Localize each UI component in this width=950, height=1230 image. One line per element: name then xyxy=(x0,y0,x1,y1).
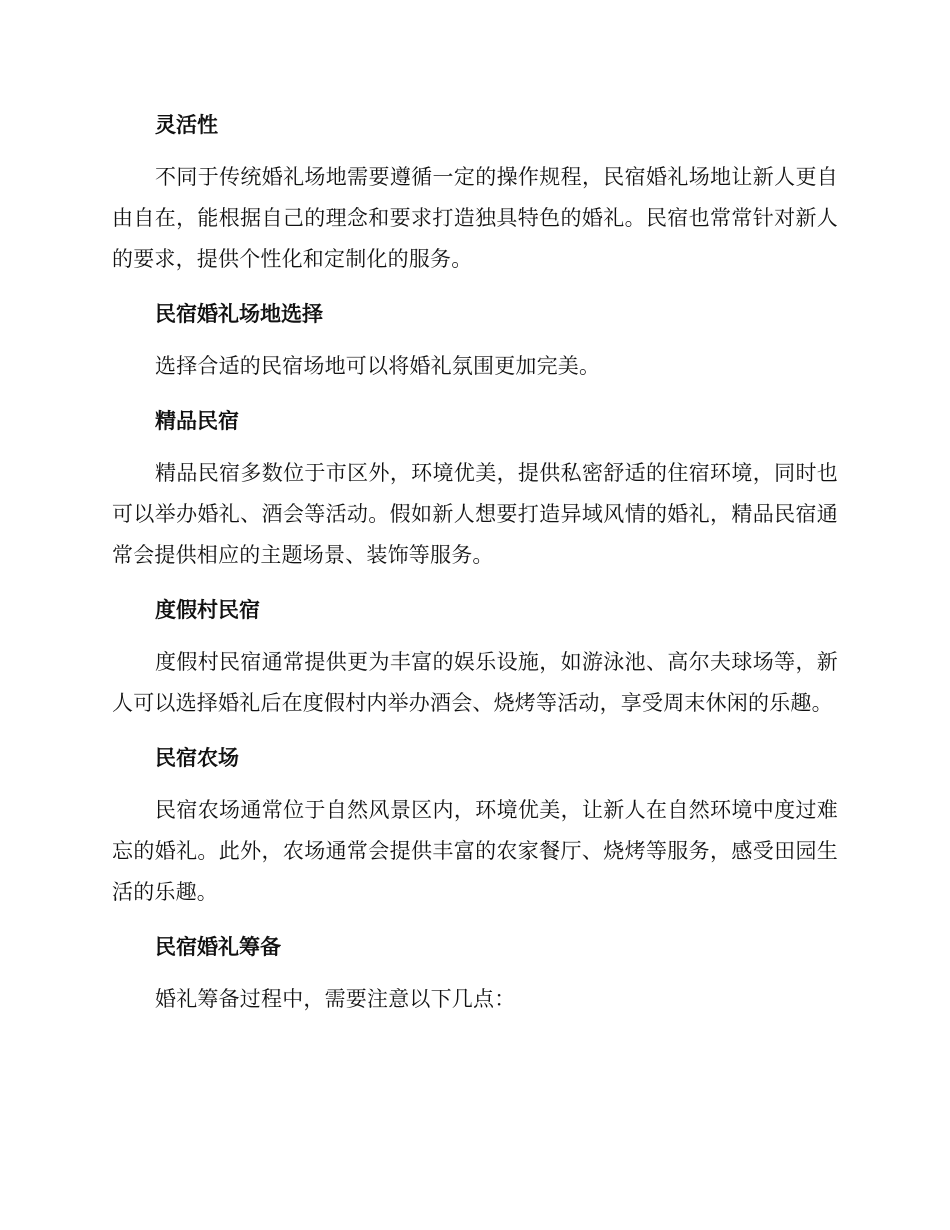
section-heading-resort: 度假村民宿 xyxy=(155,598,260,622)
section-paragraph-flexibility: 不同于传统婚礼场地需要遵循一定的操作规程，民宿婚礼场地让新人更自由自在，能根据自己的理念和要求打造独具特色的婚礼。民宿也常常针对新人的要求，提供个性化和定制化的服务。 xyxy=(112,165,838,271)
section-heading-boutique: 精品民宿 xyxy=(155,409,239,433)
section-paragraph-farm: 民宿农场通常位于自然风景区内，环境优美，让新人在自然环境中度过难忘的婚礼。此外，农场通常会提供丰富的农家餐厅、烧烤等服务，感受田园生活的乐趣。 xyxy=(112,798,838,904)
section-paragraph-resort: 度假村民宿通常提供更为丰富的娱乐设施，如游泳池、高尔夫球场等，新人可以选择婚礼后在度假村内举办酒会、烧烤等活动，享受周末休闲的乐趣。 xyxy=(112,650,838,715)
section-heading-flexibility: 灵活性 xyxy=(155,113,218,137)
section-heading-farm: 民宿农场 xyxy=(155,746,239,770)
section-paragraph-venue-selection: 选择合适的民宿场地可以将婚礼氛围更加完美。 xyxy=(155,354,601,378)
document-body xyxy=(112,105,838,1034)
section-paragraph-boutique: 精品民宿多数位于市区外，环境优美，提供私密舒适的住宿环境，同时也可以举办婚礼、酒会等活动。假如新人想要打造异域风情的婚礼，精品民宿通常会提供相应的主题场景、装饰等服务。 xyxy=(112,461,838,567)
section-heading-preparation: 民宿婚礼筹备 xyxy=(155,935,281,959)
section-heading-venue-selection: 民宿婚礼场地选择 xyxy=(155,302,323,326)
section-paragraph-preparation: 婚礼筹备过程中，需要注意以下几点： xyxy=(155,987,516,1011)
